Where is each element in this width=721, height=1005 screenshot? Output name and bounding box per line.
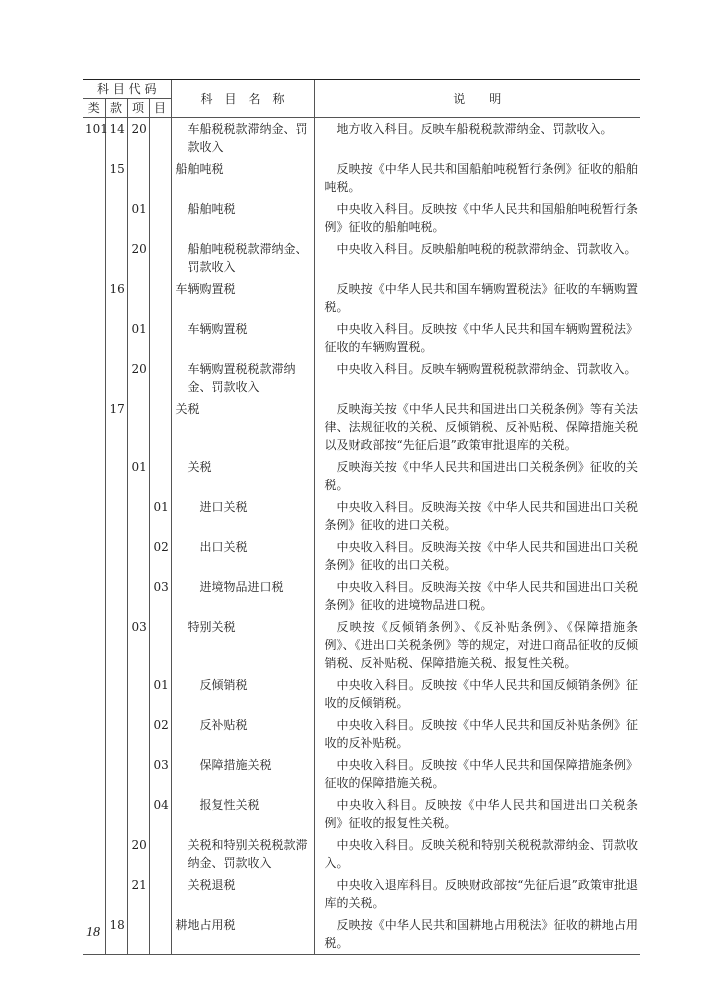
table-row: [83, 358, 640, 398]
cell-kuan: [105, 318, 127, 358]
cell-xiang: [127, 158, 149, 198]
cell-name: [171, 674, 314, 714]
cell-desc: [314, 358, 640, 398]
cell-kuan: 16: [105, 278, 127, 318]
cell-xiang: 20: [127, 238, 149, 278]
subject-name: 车船税税款滞纳金、罚款收入: [187, 122, 308, 154]
table-row: [83, 754, 640, 794]
table-row: [83, 278, 640, 318]
subject-description: 反映按《中华人民共和国船舶吨税暂行条例》征收的船舶吨税。: [324, 162, 639, 194]
cell-name: [171, 834, 314, 874]
cell-lei: [83, 674, 105, 714]
cell-xiang: [127, 576, 149, 616]
subject-description: 中央收入科目。反映海关按《中华人民共和国进出口关税条例》征收的进境物品进口税。: [324, 580, 639, 612]
cell-lei: [83, 754, 105, 794]
cell-name: [171, 456, 314, 496]
cell-mu: [149, 238, 171, 278]
header-lei: 类: [83, 99, 105, 118]
subject-name: 出口关税: [199, 540, 248, 554]
table-row: [83, 198, 640, 238]
subject-name: 进境物品进口税: [199, 580, 284, 594]
cell-lei: [83, 834, 105, 874]
cell-kuan: [105, 874, 127, 914]
cell-name: [171, 398, 314, 456]
cell-name: [171, 536, 314, 576]
cell-lei: 101: [85, 122, 108, 136]
cell-kuan: [105, 616, 127, 674]
cell-lei: [83, 874, 105, 914]
table-header: [83, 80, 640, 118]
cell-mu: 02: [149, 714, 171, 754]
cell-name: [171, 714, 314, 754]
cell-mu: [149, 118, 171, 159]
subject-description: 中央收入科目。反映关税和特别关税税款滞纳金、罚款收入。: [324, 838, 639, 870]
table-row: [83, 914, 640, 955]
table-row: [83, 496, 640, 536]
subject-name: 关税: [187, 460, 212, 474]
header-mu: 目: [149, 99, 171, 118]
cell-desc: [314, 158, 640, 198]
cell-name: [171, 496, 314, 536]
header-kuan: 款: [105, 99, 127, 118]
cell-xiang: 01: [127, 456, 149, 496]
cell-mu: [149, 914, 171, 955]
cell-kuan: 17: [105, 398, 127, 456]
cell-kuan: [105, 754, 127, 794]
cell-lei: [83, 536, 105, 576]
subject-description: 反映按《中华人民共和国车辆购置税法》征收的车辆购置税。: [324, 282, 639, 314]
cell-desc: [314, 198, 640, 238]
cell-mu: [149, 834, 171, 874]
cell-kuan: [105, 674, 127, 714]
cell-desc: [314, 536, 640, 576]
table-row: [83, 874, 640, 914]
table-row: [83, 616, 640, 674]
cell-desc: [314, 714, 640, 754]
cell-xiang: 20: [127, 118, 149, 159]
table-row: [83, 158, 640, 198]
cell-xiang: [127, 794, 149, 834]
cell-xiang: 21: [127, 874, 149, 914]
subject-name: 报复性关税: [199, 798, 260, 812]
subject-name: 船舶吨税税款滞纳金、罚款收入: [187, 242, 308, 274]
subject-name: 船舶吨税: [175, 162, 224, 176]
cell-desc: [314, 794, 640, 834]
cell-desc: [314, 834, 640, 874]
cell-name: [171, 794, 314, 834]
subject-name: 特别关税: [187, 620, 236, 634]
cell-desc: [314, 576, 640, 616]
cell-desc: [314, 278, 640, 318]
subject-description: 中央收入科目。反映按《中华人民共和国船舶吨税暂行条例》征收的船舶吨税。: [324, 202, 639, 234]
cell-mu: [149, 358, 171, 398]
cell-mu: [149, 456, 171, 496]
cell-lei: [83, 576, 105, 616]
cell-desc: [314, 398, 640, 456]
cell-desc: [314, 616, 640, 674]
cell-mu: 04: [149, 794, 171, 834]
subject-name: 耕地占用税: [175, 918, 236, 932]
cell-mu: 03: [149, 576, 171, 616]
subject-description: 中央收入退库科目。反映财政部按“先征后退”政策审批退库的关税。: [324, 878, 639, 910]
cell-lei: [83, 456, 105, 496]
cell-lei: [83, 398, 105, 456]
cell-name: [171, 198, 314, 238]
cell-xiang: 20: [127, 358, 149, 398]
subject-name: 关税退税: [187, 878, 236, 892]
table-body: [83, 118, 640, 955]
cell-mu: 03: [149, 754, 171, 794]
table-row: [83, 238, 640, 278]
cell-kuan: [105, 456, 127, 496]
subject-name: 反倾销税: [199, 678, 248, 692]
table-row: [83, 576, 640, 616]
cell-lei: [83, 714, 105, 754]
cell-kuan: [105, 238, 127, 278]
cell-mu: 01: [149, 674, 171, 714]
cell-kuan: [105, 576, 127, 616]
header-name: 科 目 名 称: [171, 80, 314, 118]
cell-kuan: [105, 358, 127, 398]
page-number: 18: [86, 925, 100, 940]
cell-lei: [83, 616, 105, 674]
cell-desc: [314, 318, 640, 358]
cell-desc: [314, 914, 640, 955]
cell-kuan: 15: [105, 158, 127, 198]
cell-mu: [149, 616, 171, 674]
cell-xiang: [127, 914, 149, 955]
cell-name: [171, 874, 314, 914]
cell-lei: [83, 318, 105, 358]
cell-name: [171, 158, 314, 198]
header-xiang: 项: [127, 99, 149, 118]
cell-name: [171, 914, 314, 955]
cell-lei: [83, 496, 105, 536]
cell-mu: [149, 874, 171, 914]
cell-kuan: [105, 834, 127, 874]
subject-name: 车辆购置税税款滞纳金、罚款收入: [187, 362, 296, 394]
subject-name: 保障措施关税: [199, 758, 272, 772]
cell-lei: [83, 238, 105, 278]
cell-xiang: [127, 674, 149, 714]
cell-name: [171, 118, 314, 159]
cell-xiang: 03: [127, 616, 149, 674]
cell-lei: [83, 278, 105, 318]
cell-kuan: [105, 198, 127, 238]
cell-kuan: [105, 714, 127, 754]
table-row: [83, 456, 640, 496]
cell-desc: [314, 754, 640, 794]
table-row: [83, 794, 640, 834]
subject-description: 反映海关按《中华人民共和国进出口关税条例》等有关法律、法规征收的关税、反倾销税、反补贴税、保障措施关税以及财政部按“先征后退”政策审批退库的关税。: [324, 402, 639, 452]
cell-mu: 02: [149, 536, 171, 576]
subject-name: 进口关税: [199, 500, 248, 514]
cell-xiang: 01: [127, 198, 149, 238]
cell-desc: [314, 874, 640, 914]
subject-description: 中央收入科目。反映车辆购置税税款滞纳金、罚款收入。: [336, 362, 637, 376]
subject-name: 车辆购置税: [187, 322, 248, 336]
subject-description: 中央收入科目。反映按《中华人民共和国反补贴条例》征收的反补贴税。: [324, 718, 639, 750]
cell-lei: [83, 794, 105, 834]
cell-lei: [83, 158, 105, 198]
header-desc: 说 明: [314, 80, 640, 118]
subject-description: 反映按《中华人民共和国耕地占用税法》征收的耕地占用税。: [324, 918, 639, 950]
cell-kuan: 18: [105, 914, 127, 955]
cell-xiang: [127, 398, 149, 456]
cell-xiang: [127, 496, 149, 536]
cell-name: [171, 318, 314, 358]
cell-kuan: [105, 794, 127, 834]
subject-name: 反补贴税: [199, 718, 248, 732]
subject-description: 中央收入科目。反映海关按《中华人民共和国进出口关税条例》征收的进口关税。: [324, 500, 639, 532]
cell-desc: [314, 238, 640, 278]
table-row: [83, 714, 640, 754]
subject-description: 反映海关按《中华人民共和国进出口关税条例》征收的关税。: [324, 460, 639, 492]
cell-desc: [314, 496, 640, 536]
cell-name: [171, 278, 314, 318]
subject-description: 中央收入科目。反映按《中华人民共和国反倾销条例》征收的反倾销税。: [324, 678, 639, 710]
table-row: [83, 536, 640, 576]
table-row: [83, 398, 640, 456]
cell-mu: [149, 198, 171, 238]
cell-xiang: [127, 754, 149, 794]
cell-kuan: [105, 496, 127, 536]
header-code-group: 科 目 代 码: [83, 80, 171, 99]
cell-lei: [83, 358, 105, 398]
subject-name: 关税: [175, 402, 200, 416]
cell-name: [171, 754, 314, 794]
subject-description: 中央收入科目。反映按《中华人民共和国进出口关税条例》征收的报复性关税。: [324, 798, 639, 830]
subject-description: 中央收入科目。反映船舶吨税的税款滞纳金、罚款收入。: [336, 242, 637, 256]
cell-xiang: [127, 536, 149, 576]
subject-name: 车辆购置税: [175, 282, 236, 296]
cell-mu: [149, 278, 171, 318]
cell-mu: [149, 158, 171, 198]
cell-lei: [83, 198, 105, 238]
cell-name: [171, 616, 314, 674]
subject-name: 关税和特别关税税款滞纳金、罚款收入: [187, 838, 308, 870]
cell-kuan: [105, 536, 127, 576]
cell-mu: [149, 318, 171, 358]
cell-kuan: 14: [105, 118, 127, 159]
cell-name: [171, 238, 314, 278]
subject-name: 船舶吨税: [187, 202, 236, 216]
cell-xiang: [127, 714, 149, 754]
cell-xiang: [127, 278, 149, 318]
subject-description: 中央收入科目。反映按《中华人民共和国车辆购置税法》征收的车辆购置税。: [324, 322, 639, 354]
cell-xiang: 20: [127, 834, 149, 874]
cell-desc: [314, 118, 640, 159]
table-row: [83, 318, 640, 358]
cell-name: [171, 358, 314, 398]
subject-description: 反映按《反倾销条例》、《反补贴条例》、《保障措施条例》、《进出口关税条例》等的规定，对进口商品征收的反倾销税、反补贴税、保障措施关税、报复性关税。: [324, 620, 639, 670]
table-row: [83, 118, 640, 159]
cell-mu: 01: [149, 496, 171, 536]
budget-subject-table: [83, 79, 640, 955]
cell-desc: [314, 456, 640, 496]
table-row: [83, 834, 640, 874]
cell-name: [171, 576, 314, 616]
table-row: [83, 674, 640, 714]
subject-description: 地方收入科目。反映车船税税款滞纳金、罚款收入。: [336, 122, 613, 136]
subject-description: 中央收入科目。反映按《中华人民共和国保障措施条例》征收的保障措施关税。: [324, 758, 639, 790]
cell-mu: [149, 398, 171, 456]
cell-xiang: 01: [127, 318, 149, 358]
subject-description: 中央收入科目。反映海关按《中华人民共和国进出口关税条例》征收的出口关税。: [324, 540, 639, 572]
cell-desc: [314, 674, 640, 714]
